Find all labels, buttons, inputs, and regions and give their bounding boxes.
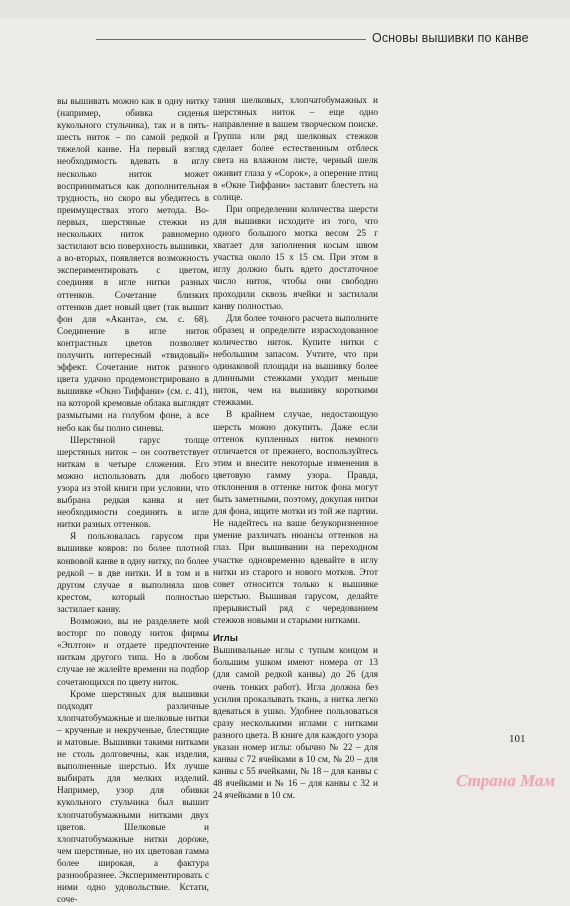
needles-paragraph: Вышивальные иглы с тупым концом и большим ушком имеют номера от 13 (для самой редкой канвы) до 26 (для очень тонких работ). Игла должна без усилия прокалывать ткань, а нитка легко вдеваться в ушко. Удобнее пользоваться сразу несколькими иглами с нитками разного цвета. В книге для каждого узора указан номер иглы: обычно № 22 – для канвы с 72 ячейками в 10 см, № 20 – для канвы с 55 ячейками, № 18 – для канвы с 48 ячейками и № 16 – для канвы с 32 и 24 ячейками в 10 см. (213, 646, 378, 802)
paragraph: Шерстяной гарус толще шерстяных ниток – он соответствует ниткам в четыре сложения. Его можно использовать для любого узора из этой книги при условии, что выбрана редкая канва и нет необходимости соединять в игле нитки разных оттенков. (57, 435, 209, 531)
section-heading-needles: Иглы (213, 633, 238, 645)
watermark-logo: Страна Мам (456, 771, 556, 790)
paragraph: При определении количества шерсти для вышивки исходите из того, что одного большого мотка весом 25 г хватает для заполнения косым швом участка около 15 х 15 см. При этом в иглу должно быть вдето достаточное число ниток, чтобы они свободно проходили сквозь ячейки и застилали канву полностью. (213, 204, 378, 312)
left-column (57, 96, 209, 906)
paragraph: тания шелковых, хлопчатобумажных и шерстяных ниток – еще одно направление в вашем творческом поиске. Группа или ряд шелковых стежков сделает более естественным отблеск света на влажном листе, черный шелк оживит глаза у «Сорок», а оперение птиц в «Окне Тиффани» заставит блестеть на солнце. (213, 96, 378, 203)
paragraph: Для более точного расчета выполните образец и определите израсходованное количество ниток. Купите нитки с небольшим запасом. Учтите, что при одинаковой площади на вышивку более длинными стежками уходит меньше ниток, чем на вышивку короткими стежками. (213, 313, 378, 409)
paragraph: Кроме шерстяных для вышивки подходят различные хлопчатобумажные и шелковые нитки – крученые и некрученые, блестящие и матовые. Вышивки такими нитками не столь долговечны, как изделия, выполненные шерстью. Их лучше выбирать для мелких изделий. Например, узор для обивки кукольного стульчика был вышит хлопчатобумажными нитками двух цветов. Шелковые и хлопчатобумажные нитки дороже, чем шерстяные, но их цветовая гамма более широкая, а фактура разнообразнее. Экспериментировать с ними одно удовольствие. Кстати, соче- (57, 689, 209, 906)
paragraph: В крайнем случае, недостающую шерсть можно докупить. Даже если оттенок купленных ниток немного отличается от прежнего, воспользуйтесь этим и внесите некоторые изменения в цветовую гамму узора. Правда, отклонения в оттенке ниток фона могут быть заметными, поэтому, докупая нитки для фона, ищите мотки из той же партии. Не надейтесь на ваше безукоризненное умение различать нюансы оттенков на глаз. При вышивании на переходном участке одновременно вдевайте в иглу нитки из старого и нового мотков. Этот совет относится только к вышивке шерстью. Вышивая гарусом, делайте прерывистый ряд с чередованием стежков новыми и старыми нитками. (213, 410, 378, 627)
paragraph: Я пользовалась гарусом при вышивке ковров: по более плотной конвовой канве в одну нитку, по более редкой – в две нитки. И в том и в другом случае я выполняла шов крестом, который полностью застилает канву. (57, 532, 209, 615)
right-column (213, 95, 378, 802)
paragraph: Возможно, вы не разделяете мой восторг по поводу ниток фирмы «Эплтон» и отдаете предпочтение ниткам другого типа. Но в любом случае не жалейте времени на подбор сочетающихся по цвету ниток. (57, 617, 209, 688)
page-top-edge (0, 0, 570, 18)
paragraph: вы вышивать можно как в одну нитку (например, обивка сиденья кукольного стульчика), так и в пять-шесть ниток – по самой редкой и тяжелой канве. На первый взгляд необходимость вдевать в иглу несколько ниток может восприниматься как дополнительная трудность, но скоро вы убедитесь в преимуществах этого метода. Во-первых, шерстяные стежки из нескольких ниток равномерно застилают всю поверхность вышивки, а во-вторых, появляется возможность экспериментировать с цветом, соединяя в игле нитки разных оттенков. Сочетание близких оттенков дает новый цвет (так вышит фон для «Аканта», см. с. 68). Соединение в игле ниток контрастных цветов позволяет получить интересный «твидовый» эффект. Сочетание ниток разного цвета удачно продемонстрировано в вышивке «Окно Тиффани» (см. с. 41), на которой кремовые облака выглядят размытыми на голубом фоне, а все небо как бы полно синевы. (57, 97, 209, 434)
running-head: Основы вышивки по канве (372, 31, 529, 45)
page-number: 101 (509, 733, 526, 745)
header-rule (96, 39, 366, 40)
